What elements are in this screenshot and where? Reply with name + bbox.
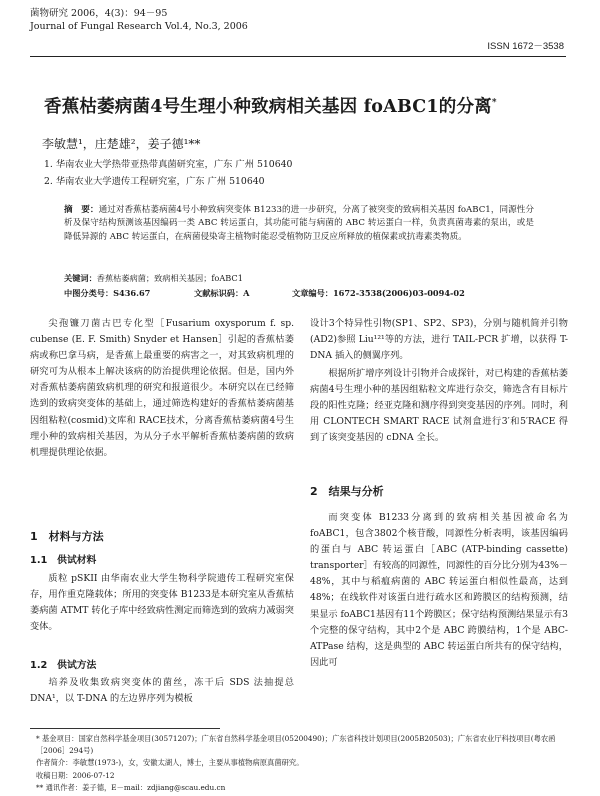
paper-title: [44, 93, 497, 118]
section-heading-results: 2 结果与分析: [310, 485, 384, 498]
classification-line: [64, 288, 465, 299]
abstract: [64, 204, 534, 244]
keywords-text: 香蕉枯萎病菌；致病相关基因；foABC1: [96, 273, 243, 283]
clc-number: 中图分类号：S436.67: [64, 288, 151, 298]
methods-text: 培养及收集致病突变体的菌丝，冻干后 SDS 法抽提总 DNA¹，以 T-DNA 的左边界序列为模板: [30, 677, 294, 705]
title-footnote-mark: *: [491, 98, 497, 109]
footnote-rule: [30, 728, 220, 729]
subsection-heading-materials: 1.1 供试材料: [30, 555, 97, 566]
subsection-heading-methods: 1.2 供试方法: [30, 660, 97, 671]
article-id: 文章编号：1672-3538(2006)03-0094-02: [292, 288, 465, 298]
footnote-received-date: 收稿日期：2006-07-12: [36, 770, 115, 780]
abstract-label: 摘 要：: [64, 205, 99, 215]
section-heading-methods: 1 材料与方法: [30, 530, 104, 543]
header-rule: [30, 56, 566, 57]
keywords: [64, 273, 243, 284]
footnotes: [36, 733, 566, 794]
methods-paragraph: [30, 675, 294, 707]
intro-text: 尖孢镰刀菌古巴专化型［Fusarium oxysporum f. sp. cubense (E. F. Smith) Snyder et Hansen］引起的香蕉枯萎病或称巴拿马病，是香蕉上最重要的病害之一，对其致病机理的研究可为从根本上解决该病的防治提供理论依据。但是，国内外对香蕉枯萎病菌致病机理的研究和报道很少。本研究以在已经筛选到的致病突变体的基础上，通过筛选构建好的香蕉枯萎病菌基因组粘粒(cosmid)文库和 RACE技术，分离香蕉枯萎病菌4号生理小种的致病相关基因，为从分子水平解析香蕉枯萎病菌的致病机理提供理论依据。: [30, 318, 294, 458]
materials-text: 质粒 pSKII 由华南农业大学生物科学院遗传工程研究室保存，用作重克隆载体；所用的突变体 B1233是本研究室从香蕉枯萎病菌 ATMT 转化子库中经致病性测定而筛选到的致病力减弱突变体。: [30, 573, 294, 633]
tailpcr-paragraph: [310, 316, 568, 364]
authors: 李敏慧¹，庄楚雄²，姜子德¹**: [42, 137, 201, 151]
library-text: 根据所扩增序列设计引物并合成探针，对已构建的香蕉枯萎病菌4号生理小种的基因组粘粒文库进行杂交，筛选含有目标片段的阳性克隆；经亚克隆和测序得到突变基因的序列。同时，利用 CLONTECH SMART RACE 试剂盒进行3′和5′RACE 得到了该突变基因的 cDNA 全长。: [310, 368, 568, 444]
affiliation-1: 1. 华南农业大学热带亚热带真菌研究室，广东 广州 510640: [44, 159, 293, 170]
library-paragraph: [310, 366, 568, 446]
abstract-text: 通过对香蕉枯萎病菌4号小种致病突变体 B1233的进一步研究，分离了被突变的致病相关基因 foABC1，同源性分析及保守结构预测该基因编码一类 ABC 转运蛋白，其功能可能与病菌的 ABC 转运蛋白一样，负责真菌毒素的泵出，或是降低异源的 ABC 转运蛋白，在病菌侵染寄主植物时能忍受植物防卫反应所释放的植保素或抗毒素类物质。: [64, 205, 534, 242]
affiliation-2: 2. 华南农业大学遗传工程研究室，广东 广州 510640: [44, 176, 265, 187]
footnote-funding: * 基金项目：国家自然科学基金项目(30571207)；广东省自然科学基金项目(05200490)；广东省科技计划项目(2005B20503)；广东省农业厅科技项目(粤农函［2006］294号): [36, 734, 556, 756]
document-code: 文献标识码：A: [194, 288, 250, 298]
keywords-label: 关键词：: [64, 273, 97, 283]
tailpcr-text: 设计3个特异性引物(SP1、SP2、SP3)，分别与随机简并引物(AD2)参照 Liu¹²¹等的方法，进行 TAIL-PCR 扩增，以获得 T-DNA 插入的侧翼序列。: [310, 318, 568, 362]
issn: ISSN 1672－3538: [487, 41, 564, 52]
results-paragraph: [310, 510, 568, 671]
intro-paragraph: [30, 316, 294, 461]
journal-header-cn: 菌物研究 2006，4(3)：94－95: [30, 8, 168, 19]
footnote-corresponding: ** 通讯作者：姜子德，E－mail：zdjiang@scau.edu.cn: [36, 782, 226, 792]
journal-header-en: Journal of Fungal Research Vol.4, No.3, 2006: [30, 21, 248, 32]
title-text: 香蕉枯萎病菌4号生理小种致病相关基因 foABC1的分离: [44, 97, 492, 117]
footnote-author-bio: 作者简介：李敏慧(1973-)，女，安徽太湖人，博士，主要从事植物病原真菌研究。: [36, 758, 304, 768]
results-text: 而突变体 B1233分离到的致病相关基因被命名为 foABC1，包含3802个核苷酸，同源性分析表明，该基因编码的蛋白与 ABC 转运蛋白［ABC (ATP-binding cassette) transporter］有较高的同源性，同源性的百分比分别为43%－48%，其中与稻瘟病菌的 ABC 转运蛋白相似性最高，达到48%；在线软件对该蛋白进行疏水区和跨膜区的结构预测，结果显示 foABC1基因有11个跨膜区；保守结构预测结果显示有3个完整的保守结构，其中2个是 ABC 跨膜结构，1个是 ABC-ATPase 结构，这是典型的 ABC 转运蛋白所共有的保守结构，因此可: [310, 512, 568, 668]
materials-paragraph: [30, 571, 294, 635]
